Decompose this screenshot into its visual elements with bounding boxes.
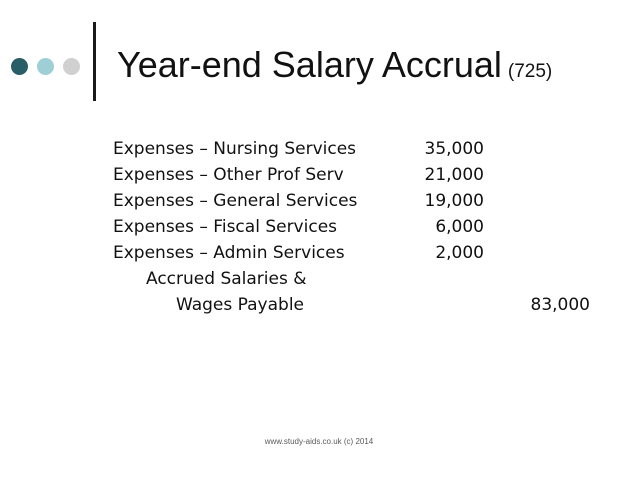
account-name: Expenses – Nursing Services xyxy=(113,139,357,159)
title-code: (725) xyxy=(507,61,553,82)
account-name: Expenses – General Services xyxy=(113,191,358,211)
title-text: Year-end Salary Accrual xyxy=(117,44,502,85)
credit-amount: 83,000 xyxy=(530,295,590,315)
title-divider xyxy=(93,22,96,101)
debit-amount: 19,000 xyxy=(424,191,484,211)
account-name: Expenses – Admin Services xyxy=(113,243,345,263)
bullet-dot-teal-icon xyxy=(37,58,54,75)
debit-amount: 21,000 xyxy=(424,165,484,185)
account-name: Wages Payable xyxy=(176,295,305,315)
account-name: Expenses – Other Prof Serv xyxy=(113,165,344,185)
slide-title xyxy=(117,44,552,86)
debit-amount: 6,000 xyxy=(435,217,484,237)
debit-amount: 35,000 xyxy=(424,139,484,159)
bullet-dot-dark-icon xyxy=(11,58,28,75)
footer-copyright: www.study-aids.co.uk (c) 2014 xyxy=(264,437,374,446)
debit-amount: 2,000 xyxy=(435,243,484,263)
account-name: Expenses – Fiscal Services xyxy=(113,217,338,237)
account-name: Accrued Salaries & xyxy=(146,269,307,289)
bullet-dot-gray-icon xyxy=(63,58,80,75)
